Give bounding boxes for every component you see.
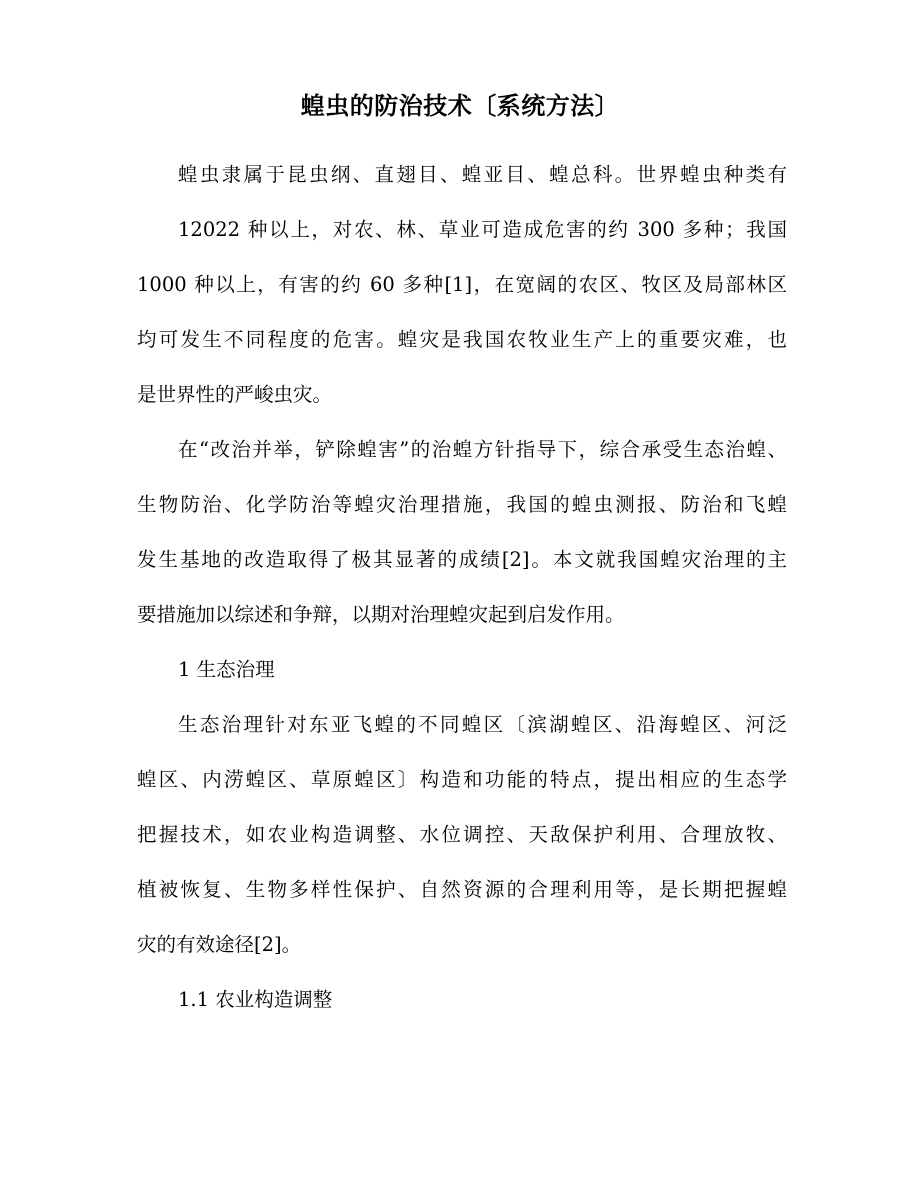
paragraph-1-line-1: 蝗虫隶属于昆虫纲、直翅目、蝗亚目、蝗总科。世界蝗虫种类有 <box>178 163 787 186</box>
paragraph-1-line-2: 12022 种以上，对农、林、草业可造成危害的约 300 多种；我国 <box>178 218 787 241</box>
paragraph-1-line-4: 均可发生不同程度的危害。蝗灾是我国农牧业生产上的重要灾难，也 <box>137 328 787 351</box>
paragraph-2-line-4: 要措施加以综述和争辩，以期对治理蝗灾起到启发作用。 <box>137 603 625 626</box>
paragraph-3-line-3: 把握技术，如农业构造调整、水位调控、天敌保护利用、合理放牧、 <box>137 823 787 846</box>
paragraph-3-line-5: 灾的有效途径[2]。 <box>137 933 302 956</box>
paragraph-3-line-1: 生态治理针对东亚飞蝗的不同蝗区〔滨湖蝗区、沿海蝗区、河泛 <box>178 713 787 736</box>
paragraph-2-line-2: 生物防治、化学防治等蝗灾治理措施，我国的蝗虫测报、防治和飞蝗 <box>137 493 787 516</box>
paragraph-2-line-3: 发生基地的改造取得了极其显著的成绩[2]。本文就我国蝗灾治理的主 <box>137 548 787 571</box>
paragraph-2-line-1: 在“改治并举，铲除蝗害”的治蝗方针指导下，综合承受生态治蝗、 <box>178 438 787 461</box>
paragraph-1-line-3: 1000 种以上，有害的约 60 多种[1]，在宽阔的农区、牧区及局部林区 <box>137 273 787 296</box>
section-heading-1-1: 1.1 农业构造调整 <box>178 988 333 1011</box>
paragraph-1-line-5: 是世界性的严峻虫灾。 <box>137 383 333 406</box>
document-title: 蝗虫的防治技术〔系统方法〕 <box>300 92 620 120</box>
paragraph-3-line-2: 蝗区、内涝蝗区、草原蝗区〕构造和功能的特点，提出相应的生态学 <box>137 768 787 791</box>
section-heading-1: 1 生态治理 <box>178 658 275 681</box>
paragraph-3-line-4: 植被恢复、生物多样性保护、自然资源的合理利用等，是长期把握蝗 <box>137 878 787 901</box>
